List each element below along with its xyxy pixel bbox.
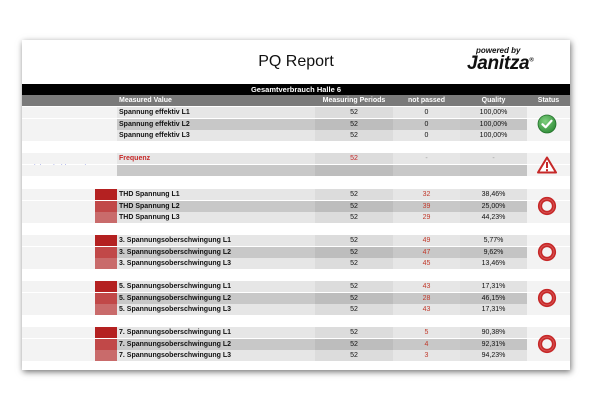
not-passed-value: 4	[393, 339, 460, 350]
measuring-periods-value: 52	[315, 235, 393, 246]
measured-value-name: Spannung effektiv L2	[117, 119, 315, 130]
column-header-measured-value: Measured Value	[119, 97, 172, 104]
quality-value: 46,15%	[460, 293, 527, 304]
table-row	[22, 189, 570, 200]
measurement-group	[22, 235, 570, 270]
table-row	[22, 212, 570, 223]
measurement-group	[22, 189, 570, 224]
severity-swatch	[95, 327, 117, 338]
severity-swatch	[95, 281, 117, 292]
measurement-group	[22, 107, 570, 142]
not-passed-value: 0	[393, 119, 460, 130]
column-header-not-passed: not passed	[408, 97, 445, 104]
measuring-periods-value: 52	[315, 189, 393, 200]
warning-icon	[537, 156, 557, 179]
column-header-measuring-periods: Measuring Periods	[322, 97, 386, 104]
table-row	[22, 281, 570, 292]
measuring-periods-value: 52	[315, 293, 393, 304]
measuring-periods-value: 52	[315, 212, 393, 223]
table-row	[22, 304, 570, 315]
not-passed-value: 5	[393, 327, 460, 338]
not-passed-value: 47	[393, 247, 460, 258]
measured-value-name: THD Spannung L1	[117, 189, 315, 200]
quality-value: 92,31%	[460, 339, 527, 350]
measured-value-name: Frequenz	[117, 153, 315, 164]
ring-icon	[537, 242, 557, 267]
table-row	[22, 327, 570, 338]
table-row	[22, 293, 570, 304]
table-row	[22, 130, 570, 141]
measured-value-name: 5. Spannungsoberschwingung L1	[117, 281, 315, 292]
severity-swatch	[95, 212, 117, 223]
measurement-group	[22, 327, 570, 362]
measuring-periods-value: 52	[315, 339, 393, 350]
ring-icon	[537, 196, 557, 221]
quality-value: 17,31%	[460, 304, 527, 315]
measured-value-name: THD Spannung L2	[117, 201, 315, 212]
severity-swatch	[95, 247, 117, 258]
table-row	[22, 339, 570, 350]
quality-value: 17,31%	[460, 281, 527, 292]
measuring-periods-value: 52	[315, 107, 393, 118]
not-passed-value: 0	[393, 107, 460, 118]
table-row	[22, 350, 570, 361]
not-passed-value: -	[393, 153, 460, 164]
measured-value-name: Spannung effektiv L1	[117, 107, 315, 118]
not-passed-value: 43	[393, 304, 460, 315]
measuring-periods-value: 52	[315, 119, 393, 130]
quality-value: 100,00%	[460, 119, 527, 130]
severity-swatch	[95, 339, 117, 350]
quality-value: 9,62%	[460, 247, 527, 258]
not-passed-value: 39	[393, 201, 460, 212]
measuring-periods-value: 52	[315, 281, 393, 292]
measuring-periods-value: 52	[315, 130, 393, 141]
ring-icon	[537, 334, 557, 359]
quality-value: 13,46%	[460, 258, 527, 269]
measurement-group	[22, 281, 570, 316]
quality-value: 38,46%	[460, 189, 527, 200]
report-header	[22, 40, 570, 84]
table-row	[22, 107, 570, 118]
measured-value-name: 3. Spannungsoberschwingung L1	[117, 235, 315, 246]
severity-swatch	[95, 153, 117, 164]
not-passed-value: 29	[393, 212, 460, 223]
measured-value-name: 5. Spannungsoberschwingung L3	[117, 304, 315, 315]
measured-value-name: 3. Spannungsoberschwingung L3	[117, 258, 315, 269]
not-passed-value: 45	[393, 258, 460, 269]
quality-value: 44,23%	[460, 212, 527, 223]
table-row	[22, 153, 570, 164]
not-passed-value: 0	[393, 130, 460, 141]
column-header-status: Status	[537, 97, 560, 104]
brand-mark: ®	[529, 57, 534, 64]
measured-value-name: 3. Spannungsoberschwingung L2	[117, 247, 315, 258]
measuring-periods-value: 52	[315, 201, 393, 212]
measured-value-name: THD Spannung L3	[117, 212, 315, 223]
quality-value: -	[460, 153, 527, 164]
report-title: PQ Report	[258, 53, 334, 70]
table-row	[22, 119, 570, 130]
check-icon	[537, 114, 557, 139]
quality-value: 100,00%	[460, 130, 527, 141]
column-header-row	[22, 95, 570, 106]
measured-value-name: 5. Spannungsoberschwingung L2	[117, 293, 315, 304]
quality-value: 5,77%	[460, 235, 527, 246]
severity-swatch	[95, 304, 117, 315]
table-row	[22, 201, 570, 212]
table-row	[22, 165, 570, 176]
measuring-periods-value: 52	[315, 258, 393, 269]
brand-name: Janitza	[467, 53, 530, 74]
not-passed-value: 28	[393, 293, 460, 304]
severity-swatch	[95, 235, 117, 246]
severity-swatch	[95, 201, 117, 212]
measured-value-name	[117, 165, 315, 176]
pq-report	[22, 40, 570, 370]
measuring-periods-value: 52	[315, 327, 393, 338]
janitza-logo	[467, 53, 533, 75]
measured-value-name: 7. Spannungsoberschwingung L3	[117, 350, 315, 361]
measuring-periods-value: 52	[315, 153, 393, 164]
quality-value: 25,00%	[460, 201, 527, 212]
quality-value	[460, 165, 527, 176]
measuring-periods-value	[315, 165, 393, 176]
not-passed-value: 32	[393, 189, 460, 200]
table-row	[22, 247, 570, 258]
table-row	[22, 235, 570, 246]
measured-value-name: 7. Spannungsoberschwingung L2	[117, 339, 315, 350]
severity-swatch	[95, 293, 117, 304]
not-passed-value	[393, 165, 460, 176]
not-passed-value: 49	[393, 235, 460, 246]
measured-value-name: 7. Spannungsoberschwingung L1	[117, 327, 315, 338]
severity-swatch	[95, 350, 117, 361]
not-passed-value: 3	[393, 350, 460, 361]
severity-swatch	[95, 165, 117, 176]
severity-swatch	[95, 189, 117, 200]
measured-value-name: Spannung effektiv L3	[117, 130, 315, 141]
quality-value: 94,23%	[460, 350, 527, 361]
not-passed-value: 43	[393, 281, 460, 292]
device-title-bar: Gesamtverbrauch Halle 6	[22, 84, 570, 95]
table-row	[22, 258, 570, 269]
severity-swatch	[95, 119, 117, 130]
quality-value: 100,00%	[460, 107, 527, 118]
severity-swatch	[95, 258, 117, 269]
measurement-group	[22, 153, 570, 176]
measuring-periods-value: 52	[315, 304, 393, 315]
powered-by-label: powered by	[476, 46, 521, 55]
column-header-quality: Quality	[481, 97, 506, 104]
measuring-periods-value: 52	[315, 350, 393, 361]
severity-swatch	[95, 130, 117, 141]
ring-icon	[537, 288, 557, 313]
measuring-periods-value: 52	[315, 247, 393, 258]
severity-swatch	[95, 107, 117, 118]
quality-value: 90,38%	[460, 327, 527, 338]
